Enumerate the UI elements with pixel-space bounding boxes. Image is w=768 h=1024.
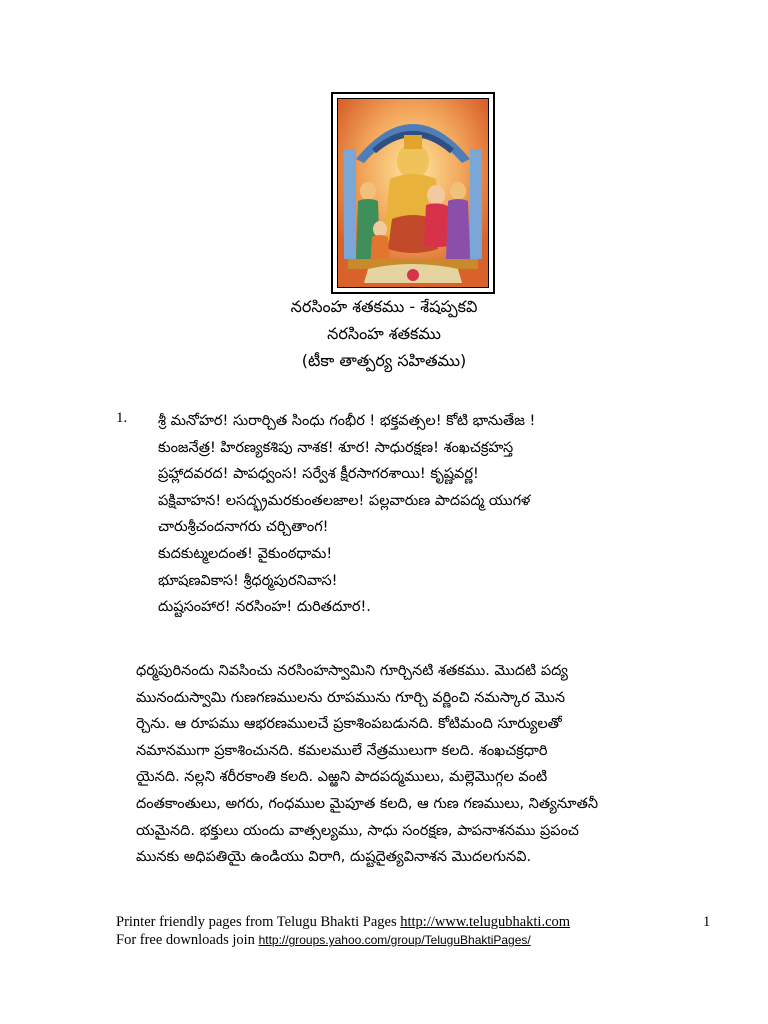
verse-line: దుష్టసంహార! నరసింహ! దురితదూర!. <box>158 599 371 616</box>
verse-line: కుదకుట్మలదంత! వైకుంఠధామ! <box>158 545 333 562</box>
telugubhakti-link[interactable]: http://www.telugubhakti.com <box>400 914 571 930</box>
verse-line: శ్రీ మనోహర! సురార్చిత సింధు గంభీర ! భక్తవత్సల! కోటి భానుతేజ ! <box>158 413 536 429</box>
footer-text-2: For free downloads join <box>116 932 259 948</box>
commentary-line: ధర్మపురినందు నివసించు నరసింహస్వామిని గూర్చినటి శతకము. మొదటి పద్య <box>136 663 568 679</box>
title-sub: నరసింహ శతకము <box>327 324 441 343</box>
deity-image <box>337 98 489 288</box>
narasimha-lakshmi-deity-image-icon <box>338 99 488 287</box>
verse-line: కుంజనేత్ర! హిరణ్యకశిపు నాశక! శూర! సాధురక్షణ! శంఖచక్రహస్త <box>158 439 514 456</box>
verse-line: పక్షివాహన! లసద్భ్రమరకుంతలజాల! పల్లవారుణ పాదపద్మ యుగళ <box>158 492 531 509</box>
title-subtitle: (టీకా తాత్పర్య సహితము) <box>301 351 467 370</box>
commentary-line: దంతకాంతులు, అగరు, గంధముల మైపూత కలది, ఆ గుణ గణములు, నిత్యనూతనీ <box>136 795 599 812</box>
footer-text-1: Printer friendly pages from Telugu Bhakti Pages <box>116 914 401 930</box>
commentary-line: యమైనది. భక్తులు యందు వాత్సల్యము, సాధు సంరక్షణ, పాపనాశనము ప్రపంచ <box>136 822 579 839</box>
commentary-line: మునందుస్వామి గుణగణములను రూపమును గూర్చి వర్ణించి నమస్కార మొన <box>136 689 565 706</box>
title-main: నరసింహ శతకము - శేషప్పకవి <box>290 297 478 316</box>
commentary-line: ర్చెను. ఆ రూపము ఆభరణములచే ప్రకాశింపబడునది. కోటిమంది సూర్యులతో <box>136 716 562 733</box>
commentary-line: నమానముగా ప్రకాశించునది. కమలములే నేత్రములుగా కలది. శంఖచక్రధారి <box>136 742 548 759</box>
verse-line: చారుశ్రీచందనాగరు చర్చితాంగ! <box>158 519 329 536</box>
yahoo-group-link[interactable]: http://groups.yahoo.com/group/TeluguBhaktiPages/ <box>258 933 531 947</box>
commentary-line: మునకు అధిపతియై ఉండియు విరాగి, దుష్టదైత్యవినాశన మొదలగునవి. <box>136 849 532 866</box>
commentary-line: యైనది. నల్లని శరీరకాంతి కలది. ఎఱ్ఱని పాదపద్మములు, మల్లెమొగ్గల వంటి <box>136 769 548 786</box>
page-number: 1 <box>703 914 711 930</box>
deity-image-frame <box>331 92 495 294</box>
verse-line: ప్రహ్లాదవరద! పాపధ్వంస! సర్వేశ క్షీరసాగరశాయి! కృష్ణవర్ణ! <box>158 466 479 483</box>
verse-text <box>158 408 658 621</box>
commentary-paragraph <box>136 658 658 871</box>
footer-line-2 <box>116 931 716 949</box>
page-footer <box>116 913 716 949</box>
verse-number: 1. <box>116 410 128 426</box>
footer-line-1 <box>116 913 716 931</box>
verse-line: భూషణవికాస! శ్రీధర్మపురనివాస! <box>158 572 338 589</box>
